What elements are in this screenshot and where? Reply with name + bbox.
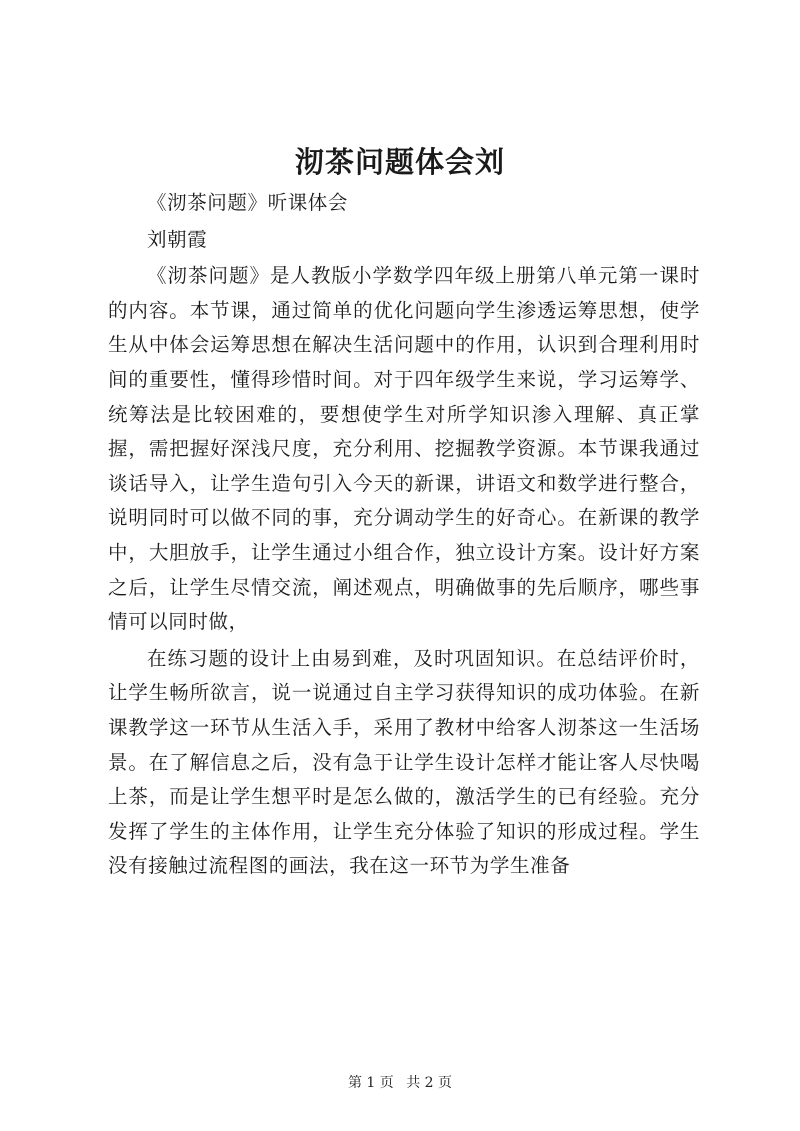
page-number: 第 1 页 [347, 1075, 394, 1091]
page-total: 共 2 页 [406, 1075, 453, 1091]
body-paragraph: 在练习题的设计上由易到难，及时巩固知识。在总结评价时，让学生畅所欲言，说一说通过自主学习获得知识的成功体验。在新课教学这一环节从生活入手，采用了教材中给客人沏茶这一生活场景。在了解信息之后，没有急于让学生设计怎样才能让客人尽快喝上茶，而是让学生想平时是怎么做的，激活学生的已有经验。充分发挥了学生的主体作用，让学生充分体验了知识的形成过程。学生没有接触过流程图的画法，我在这一环节为学生准备 [108, 646, 700, 878]
page-footer [0, 1073, 800, 1093]
author-paragraph: 刘朝霞 [147, 227, 208, 251]
body-paragraph: 《沏茶问题》是人教版小学数学四年级上册第八单元第一课时的内容。本节课，通过简单的优化问题向学生渗透运筹思想，使学生从中体会运筹思想在解决生活问题中的作用，认识到合理利用时间的重要性，懂得珍惜时间。对于四年级学生来说，学习运筹学、统筹法是比较困难的，要想使学生对所学知识渗入理解、真正掌握，需把握好深浅尺度，充分利用、挖掘教学资源。本节课我通过谈话导入，让学生造句引入今天的新课，讲语文和数学进行整合，说明同时可以做不同的事，充分调动学生的好奇心。在新课的教学中，大胆放手，让学生通过小组合作，独立设计方案。设计好方案之后，让学生尽情交流，阐述观点，明确做事的先后顺序，哪些事情可以同时做， [108, 264, 700, 634]
document-title: 沏茶问题体会刘 [294, 145, 505, 179]
document-body [108, 186, 700, 884]
subtitle-paragraph: 《沏茶问题》听课体会 [147, 191, 349, 214]
